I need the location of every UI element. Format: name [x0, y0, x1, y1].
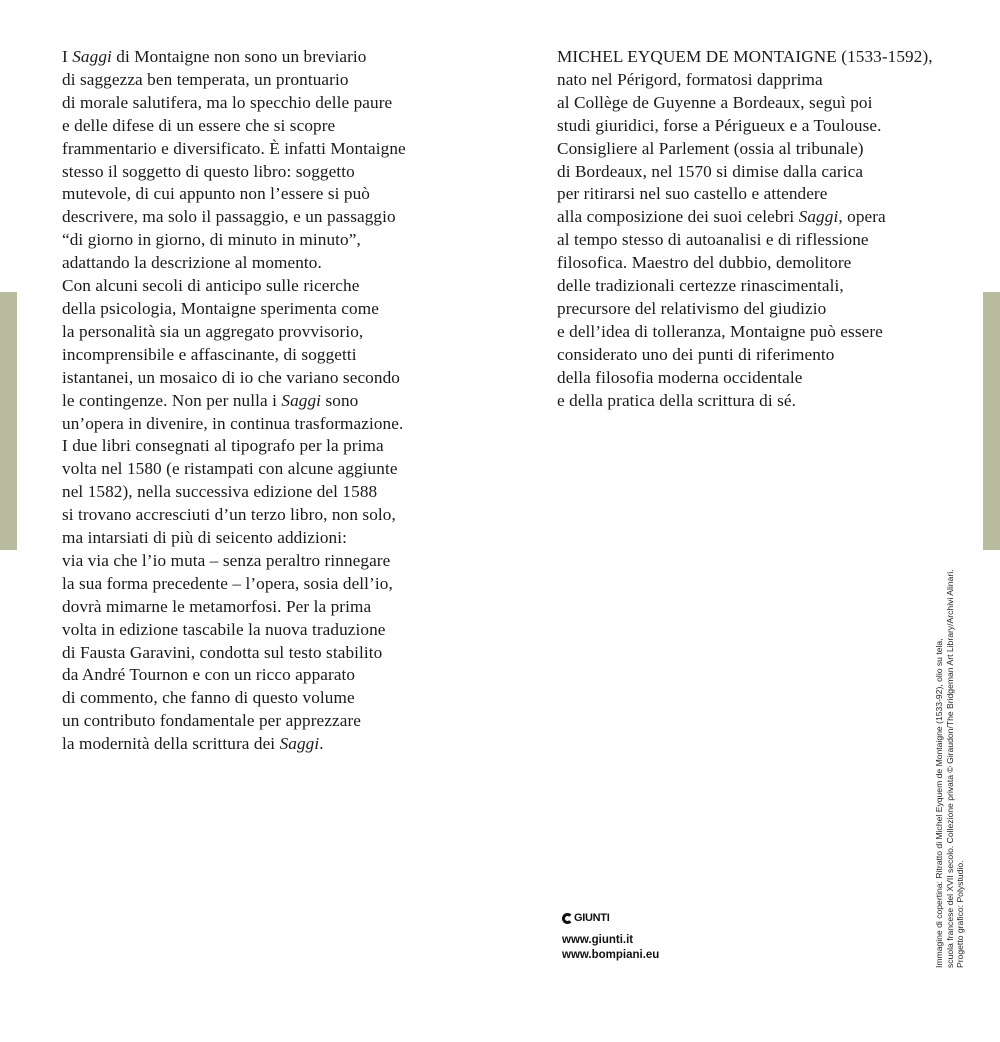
publisher-url-bompiani: www.bompiani.eu — [562, 949, 660, 961]
text-run: Consigliere al Parlement (ossia al tribunale) — [557, 138, 864, 158]
text-line — [557, 229, 977, 252]
text-run: ma intarsiati di più di seicento addizioni: — [62, 528, 347, 548]
text-run: la modernità della scrittura dei — [62, 734, 280, 754]
giunti-logo-icon — [562, 913, 573, 924]
text-line — [557, 183, 977, 206]
text-run: incomprensibile e affascinante, di soggetti — [62, 344, 357, 364]
text-line — [62, 183, 502, 206]
text-line — [62, 367, 502, 390]
text-line — [62, 275, 502, 298]
text-line — [62, 596, 502, 619]
text-line — [557, 321, 977, 344]
text-line — [557, 367, 977, 390]
text-line — [62, 229, 502, 252]
text-run: la sua forma precedente – l’opera, sosia dell’io, — [62, 573, 393, 593]
text-run: e della pratica della scrittura di sé. — [557, 390, 797, 410]
text-run: dovrà mimarne le metamorfosi. Per la prima — [62, 596, 372, 616]
text-line — [62, 573, 502, 596]
text-run: della psicologia, Montaigne sperimenta come — [62, 298, 379, 318]
text-line — [557, 252, 977, 275]
text-line — [557, 161, 977, 184]
text-run: di commento, che fanno di questo volume — [62, 688, 355, 708]
text-line — [62, 344, 502, 367]
text-line — [62, 115, 502, 138]
text-line — [557, 275, 977, 298]
text-run: la personalità sia un aggregato provvisorio, — [62, 321, 364, 341]
italic-title: Saggi — [798, 207, 839, 227]
text-line — [62, 435, 502, 458]
text-run: al Collège de Guyenne a Bordeaux, seguì poi — [557, 92, 873, 112]
text-run: le contingenze. Non per nulla i — [62, 390, 282, 410]
text-line — [62, 161, 502, 184]
text-line — [62, 321, 502, 344]
text-run: e dell’idea di tolleranza, Montaigne può essere — [557, 321, 883, 341]
italic-title: Saggi — [279, 734, 320, 754]
publisher-url-giunti: www.giunti.it — [562, 934, 634, 946]
text-run: e delle difese di un essere che si scopre — [62, 115, 336, 135]
text-run: frammentario e diversificato. È infatti Montaigne — [62, 138, 406, 158]
publisher-logo-text: GIUNTI — [574, 912, 610, 924]
text-run: mutevole, di cui appunto non l’essere si può — [62, 184, 370, 204]
italic-title: Saggi — [72, 47, 112, 66]
cover-credit — [934, 548, 966, 968]
text-line — [62, 481, 502, 504]
text-line — [557, 92, 977, 115]
text-run: volta nel 1580 (e ristampati con alcune aggiunte — [62, 459, 398, 479]
text-line — [62, 619, 502, 642]
text-run: considerato uno dei punti di riferimento — [557, 344, 835, 364]
text-run: “di giorno in giorno, di minuto in minuto”, — [62, 230, 361, 250]
text-run: un contributo fondamentale per apprezzare — [62, 711, 362, 731]
text-line — [62, 206, 502, 229]
text-run: descrivere, ma solo il passaggio, e un passaggio — [62, 207, 396, 227]
publisher-logo — [562, 912, 659, 924]
text-run: volta in edizione tascabile la nuova traduzione — [62, 619, 386, 639]
text-line — [62, 527, 502, 550]
text-run: adattando la descrizione al momento. — [62, 253, 322, 273]
text-line — [62, 733, 502, 756]
author-biography — [557, 46, 977, 413]
text-run: nel 1582), nella successiva edizione del 1588 — [62, 482, 378, 502]
credit-line: Progetto grafico: Polystudio. — [955, 860, 965, 968]
text-run: di Fausta Garavini, condotta sul testo stabilito — [62, 642, 383, 662]
text-line — [62, 710, 502, 733]
publisher-block — [562, 912, 659, 963]
text-run: si trovano accresciuti d’un terzo libro, non solo, — [62, 505, 396, 525]
text-run: stesso il soggetto di questo libro: soggetto — [62, 161, 355, 181]
text-line — [557, 390, 977, 413]
text-run: delle tradizionali certezze rinascimentali, — [557, 276, 844, 296]
text-line — [62, 687, 502, 710]
credit-line: Immagine di copertina: Ritratto di Michel Eyquem de Montaigne (1533-92), olio su tela, — [934, 638, 944, 968]
cover-flap-left — [0, 292, 17, 550]
text-run: sono — [321, 390, 359, 410]
credit-line: scuola francese del XVII secolo. Collezione privata © Giraudon/The Bridgeman Art Library/Archivi Alinari. — [944, 569, 955, 968]
text-run: da André Tournon e con un ricco apparato — [62, 665, 356, 685]
text-line — [62, 642, 502, 665]
text-run: precursore del relativismo del giudizio — [557, 298, 827, 318]
text-line — [557, 138, 977, 161]
italic-title: Saggi — [281, 390, 322, 410]
text-line — [62, 664, 502, 687]
text-line — [62, 504, 502, 527]
text-line — [62, 92, 502, 115]
text-line — [62, 46, 502, 69]
text-run: alla composizione dei suoi celebri — [557, 207, 799, 227]
text-run: di morale salutifera, ma lo specchio delle paure — [62, 92, 393, 112]
text-line — [62, 252, 502, 275]
text-run: via via che l’io muta – senza peraltro rinnegare — [62, 550, 391, 570]
text-run: , opera — [838, 207, 886, 227]
text-line — [62, 138, 502, 161]
text-line — [557, 69, 977, 92]
text-line — [557, 115, 977, 138]
text-run: istantanei, un mosaico di io che variano secondo — [62, 367, 400, 387]
text-line — [62, 69, 502, 92]
text-line — [62, 550, 502, 573]
text-line — [557, 46, 977, 69]
text-run: Con alcuni secoli di anticipo sulle ricerche — [62, 276, 360, 296]
text-line — [557, 206, 977, 229]
text-line — [62, 298, 502, 321]
text-run: per ritirarsi nel suo castello e attendere — [557, 184, 828, 204]
text-run: I — [62, 47, 73, 66]
text-run: MICHEL EYQUEM DE MONTAIGNE (1533-1592), — [557, 47, 933, 66]
cover-flap-right — [983, 292, 1000, 550]
text-line — [557, 344, 977, 367]
text-run: nato nel Périgord, formatosi dapprima — [557, 69, 823, 89]
book-description — [62, 46, 502, 756]
text-run: . — [319, 734, 324, 754]
text-run: I due libri consegnati al tipografo per la prima — [62, 436, 384, 456]
text-line — [62, 390, 502, 413]
text-line — [62, 458, 502, 481]
text-run: di Bordeaux, nel 1570 si dimise dalla carica — [557, 161, 864, 181]
text-run: di Montaigne non sono un breviario — [111, 47, 367, 66]
text-line — [557, 298, 977, 321]
text-line — [62, 413, 502, 436]
text-run: della filosofia moderna occidentale — [557, 367, 803, 387]
text-run: di saggezza ben temperata, un prontuario — [62, 69, 349, 89]
text-run: studi giuridici, forse a Périgueux e a Toulouse. — [557, 115, 882, 135]
text-run: al tempo stesso di autoanalisi e di riflessione — [557, 230, 869, 250]
text-run: filosofica. Maestro del dubbio, demolitore — [557, 253, 852, 273]
text-run: un’opera in divenire, in continua trasformazione. — [62, 413, 404, 433]
